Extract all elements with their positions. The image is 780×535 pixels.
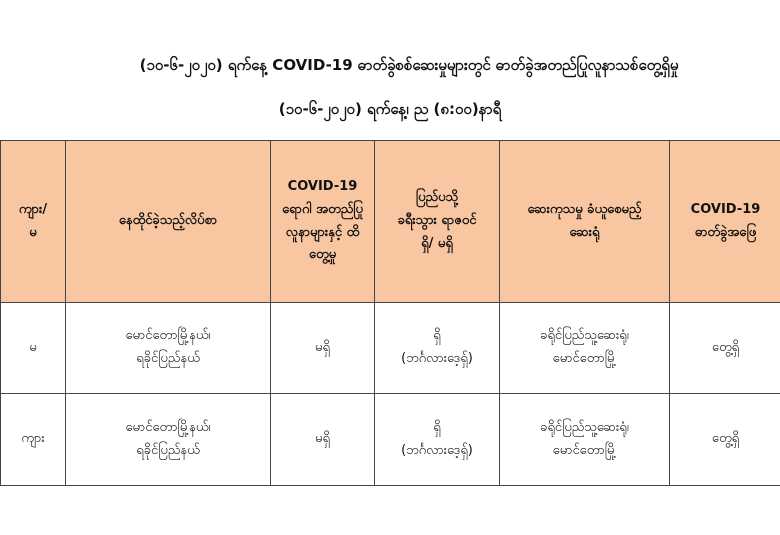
report-title: (၁၀-၆-၂၀၂၀) ရက်နေ့ COVID-19 ဓာတ်ခွဲစစ်ဆေးမှုများတွင် ဓာတ်ခွဲအတည်ပြုလူနာသစ်တွေ့ရှိမှု xyxy=(139,56,679,74)
cell-contact: မရှိ xyxy=(271,394,375,486)
header-result: COVID-19 ဓာတ်ခွဲအဖြေ xyxy=(670,141,780,303)
report-date: (၁၀-၆-၂၀၂၀) ရက်နေ့၊ ည (၈:၀၀)နာရီ xyxy=(278,100,502,118)
header-travel: ပြည်ပသို့ ခရီးသွား ရာဇဝင် ရှိ/ မရှိ xyxy=(375,141,500,303)
cell-travel: ရှိ (ဘင်္ဂလားဒေ့ရှ်) xyxy=(375,394,500,486)
cell-travel: ရှိ (ဘင်္ဂလားဒေ့ရှ်) xyxy=(375,303,500,394)
cell-contact: မရှိ xyxy=(271,303,375,394)
table-row xyxy=(1,303,780,394)
cell-hospital: ခရိုင်ပြည်သူ့ဆေးရုံ၊ မောင်တောမြို့ xyxy=(500,303,670,394)
cell-hospital: ခရိုင်ပြည်သူ့ဆေးရုံ၊ မောင်တောမြို့ xyxy=(500,394,670,486)
table-header-row xyxy=(1,141,780,303)
table-row xyxy=(1,394,780,486)
cell-address: မောင်တောမြို့နယ်၊ ရခိုင်ပြည်နယ် xyxy=(66,303,271,394)
header-gender: ကျား/ မ xyxy=(1,141,66,303)
cell-result: တွေ့ရှိ xyxy=(670,394,780,486)
cell-result: တွေ့ရှိ xyxy=(670,303,780,394)
header-contact: COVID-19 ရောဂါ အတည်ပြု လူနာများနှင့် ထိတွေ့မှု xyxy=(271,141,375,303)
cell-address: မောင်တောမြို့နယ်၊ ရခိုင်ပြည်နယ် xyxy=(66,394,271,486)
header-address: နေထိုင်ခဲ့သည့်လိပ်စာ xyxy=(66,141,271,303)
header-hospital: ဆေးကုသမှု ခံယူစေမည့်ဆေးရုံ xyxy=(500,141,670,303)
cases-table xyxy=(0,140,780,486)
cell-gender: ကျား xyxy=(1,394,66,486)
cell-gender: မ xyxy=(1,303,66,394)
